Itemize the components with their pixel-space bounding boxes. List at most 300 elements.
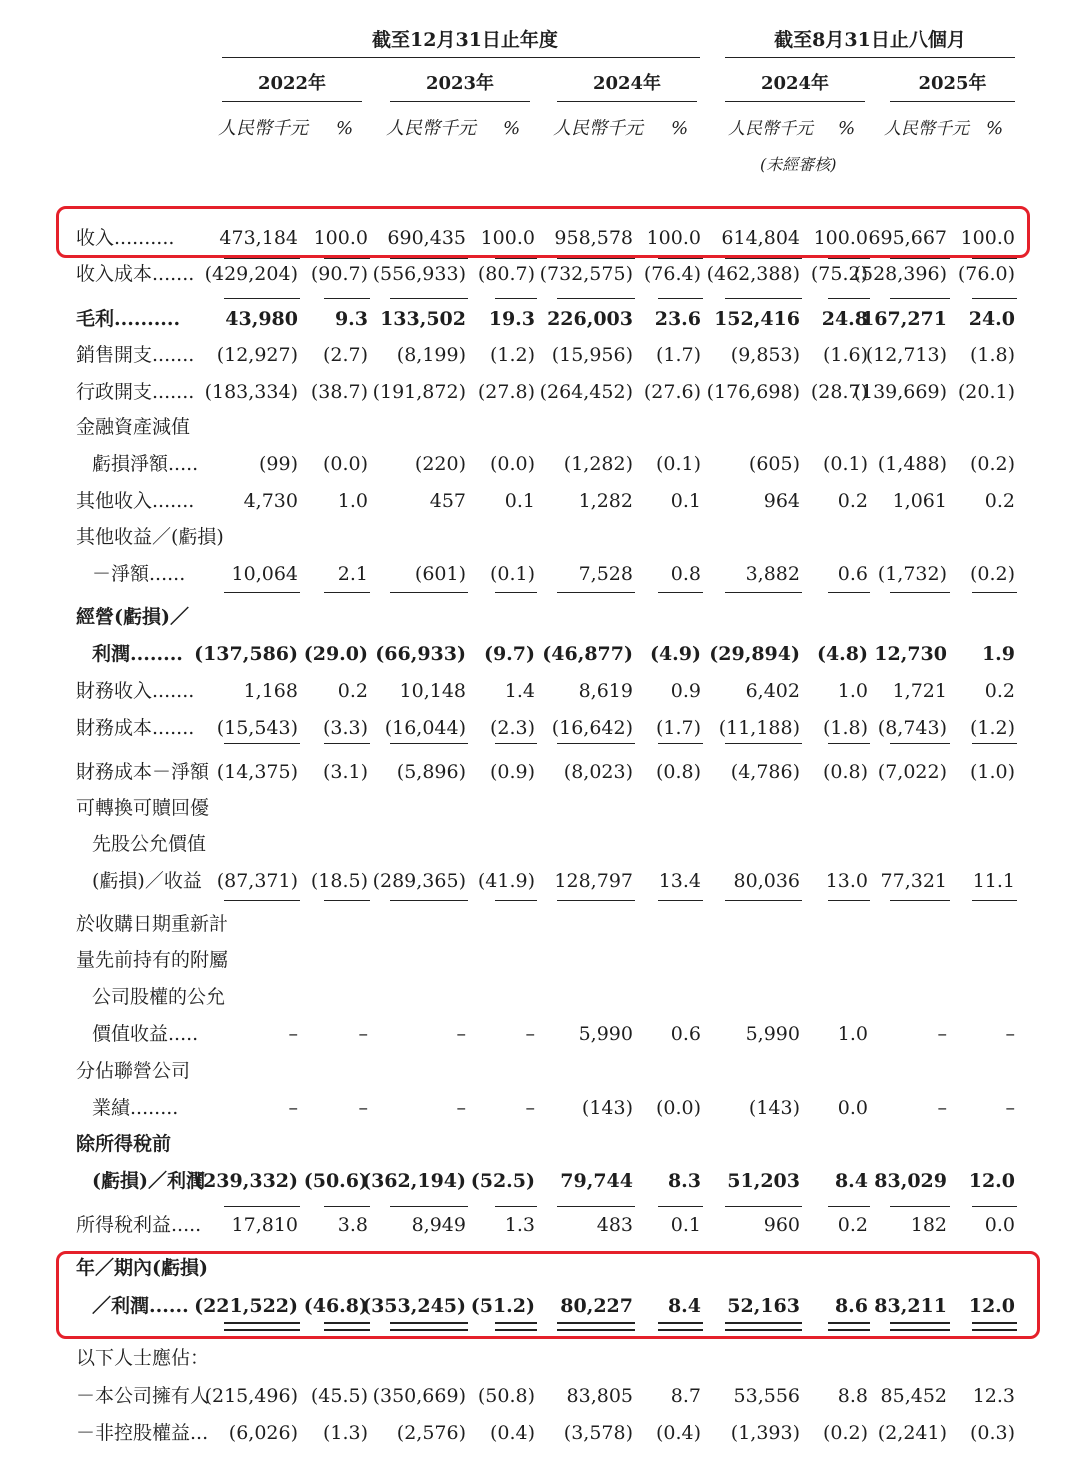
group-underline [725,57,1015,58]
table-cell: (1.2) [489,344,535,366]
subtotal-rule [972,900,1017,901]
table-cell: 100.0 [960,227,1015,249]
subtotal-rule [390,258,468,259]
subtotal-rule [390,298,468,299]
table-cell: (0.1) [822,453,868,475]
row-label: 可轉換可贖回優 [76,797,210,819]
table-cell: 79,744 [560,1170,633,1192]
table-cell: – [456,1023,466,1045]
year-underline [725,101,865,102]
table-cell: 960 [763,1214,800,1236]
year-underline [557,101,697,102]
table-cell: (289,365) [372,870,466,892]
row-label: －本公司擁有人 [76,1385,210,1407]
table-cell: 2.1 [337,563,368,585]
table-cell: (0.0) [655,1097,701,1119]
table-cell: (12,927) [216,344,298,366]
table-cell: 83,029 [874,1170,947,1192]
table-cell: 152,416 [714,308,800,330]
table-cell: (27.6) [643,381,701,403]
table-cell: (9,853) [730,344,800,366]
table-cell: 167,271 [861,308,947,330]
subtotal-rule [557,743,635,744]
table-cell: 77,321 [880,870,947,892]
row-label: 除所得稅前 [76,1133,172,1155]
row-label: 經營(虧損)／ [76,606,189,628]
table-cell: 695,667 [868,227,947,249]
row-label: 行政開支....... [76,381,195,403]
unaudited-note: (未經審核) [760,155,837,174]
table-cell: 1,282 [578,490,633,512]
row-label: 財務成本....... [76,717,195,739]
table-cell: (137,586) [194,643,298,665]
unit-pct: % [838,118,856,139]
table-cell: (20.1) [957,381,1015,403]
table-cell: 1.0 [337,490,368,512]
table-cell: 8.3 [667,1170,701,1192]
subtotal-rule [890,1206,950,1207]
unit-pct: % [671,118,689,139]
table-cell: – [456,1097,466,1119]
table-cell: (12,713) [865,344,947,366]
table-cell: 12.3 [972,1385,1015,1407]
year-header-2024: 2024年 [592,73,662,94]
table-cell: (0.4) [489,1422,535,1444]
row-label: (虧損)／收益 [92,870,202,892]
table-cell: 23.6 [654,308,701,330]
subtotal-rule [658,900,703,901]
table-cell: (0.0) [489,453,535,475]
subtotal-rule [324,1206,370,1207]
table-cell: 43,980 [225,308,298,330]
table-cell: 0.2 [837,490,868,512]
table-cell: (0.2) [969,453,1015,475]
table-cell: (50.8) [477,1385,535,1407]
subtotal-rule [324,900,370,901]
subtotal-rule [828,743,870,744]
row-label: 虧損淨額..... [92,453,199,475]
subtotal-rule [828,900,870,901]
table-cell: 52,163 [727,1295,800,1317]
highlight-box-revenue [56,206,1030,258]
subtotal-rule [224,900,300,901]
table-cell: 13.4 [658,870,701,892]
table-cell: 0.2 [984,680,1015,702]
row-label: ／利潤...... [92,1295,189,1317]
table-cell: (183,334) [204,381,298,403]
table-cell: (143) [581,1097,633,1119]
table-cell: (50.6) [303,1170,368,1192]
subtotal-rule [390,743,468,744]
row-label: 金融資產減值 [76,416,191,438]
table-cell: 100.0 [313,227,368,249]
table-cell: (1.7) [655,717,701,739]
subtotal-rule [658,258,703,259]
table-cell: 1.3 [504,1214,535,1236]
table-cell: (52.5) [470,1170,535,1192]
table-cell: (8,743) [877,717,947,739]
table-cell: – [358,1023,368,1045]
row-label: 其他收入....... [76,490,195,512]
table-cell: (5,896) [396,761,466,783]
table-cell: – [288,1023,298,1045]
unit-rmb: 人民幣千元 [218,118,308,139]
group-header-eight-months: 截至8月31日止八個月 [774,29,966,51]
table-cell: – [937,1097,947,1119]
table-cell: 8.7 [670,1385,701,1407]
subtotal-rule [658,1206,703,1207]
group-underline [222,57,700,58]
subtotal-rule [828,258,870,259]
table-cell: (18.5) [310,870,368,892]
year-header-2023: 2023年 [425,73,495,94]
table-cell: (16,642) [551,717,633,739]
subtotal-rule [725,1206,802,1207]
table-cell: 10,064 [231,563,298,585]
row-label: －非控股權益... [76,1422,209,1444]
table-cell: (0.2) [969,563,1015,585]
year-underline [390,101,530,102]
subtotal-rule [224,743,300,744]
table-cell: (9.7) [483,643,535,665]
subtotal-rule [324,592,370,593]
table-cell: 8.4 [834,1170,868,1192]
table-cell: – [525,1023,535,1045]
table-cell: (0.1) [655,453,701,475]
year-header-2024-8m: 2024年 [760,73,830,94]
table-cell: (3.3) [322,717,368,739]
unit-pct: % [336,118,354,139]
table-cell: (99) [258,453,298,475]
table-cell: (14,375) [216,761,298,783]
unit-pct: % [986,118,1004,139]
table-cell: (191,872) [372,381,466,403]
row-label: 財務收入....... [76,680,195,702]
table-cell: 85,452 [880,1385,947,1407]
table-cell: (66,933) [375,643,466,665]
table-cell: (28.7) [810,381,868,403]
table-cell: 80,227 [560,1295,633,1317]
table-cell: (3,578) [563,1422,633,1444]
table-cell: (139,669) [853,381,947,403]
table-cell: (0.9) [489,761,535,783]
subtotal-rule [324,743,370,744]
table-cell: (1,732) [877,563,947,585]
table-cell: (90.7) [310,263,368,285]
row-label: 收入.......... [76,227,175,249]
table-cell: (51.2) [470,1295,535,1317]
table-cell: (528,396) [853,263,947,285]
row-label: 公司股權的公允 [92,986,226,1008]
table-cell: (6,026) [228,1422,298,1444]
row-label: 財務成本－淨額 [76,761,210,783]
table-cell: (556,933) [372,263,466,285]
table-cell: 12.0 [968,1295,1015,1317]
subtotal-rule [658,592,703,593]
table-cell: (41.9) [477,870,535,892]
table-cell: 24.0 [968,308,1015,330]
table-cell: 83,211 [874,1295,947,1317]
subtotal-rule [972,258,1017,259]
subtotal-rule [390,900,468,901]
subtotal-rule [495,298,537,299]
table-cell: 17,810 [231,1214,298,1236]
table-cell: (0.2) [822,1422,868,1444]
table-cell: (1.8) [822,717,868,739]
table-cell: (1.3) [322,1422,368,1444]
table-cell: 53,556 [733,1385,800,1407]
row-label: 先股公允價值 [92,833,207,855]
row-label: 收入成本....... [76,263,195,285]
row-label: －淨額...... [92,563,186,585]
table-cell: (1,393) [730,1422,800,1444]
table-cell: 6,402 [745,680,800,702]
unit-rmb: 人民幣千元 [884,119,969,139]
subtotal-rule [658,743,703,744]
table-cell: – [937,1023,947,1045]
table-cell: (87,371) [216,870,298,892]
table-cell: – [288,1097,298,1119]
subtotal-rule [557,592,635,593]
subtotal-rule [324,258,370,259]
table-cell: 8.4 [667,1295,701,1317]
table-cell: (350,669) [372,1385,466,1407]
table-cell: (38.7) [310,381,368,403]
subtotal-rule [324,298,370,299]
table-cell: (46,877) [542,643,633,665]
subtotal-rule [495,592,537,593]
table-cell: 11.1 [972,870,1015,892]
table-cell: (29,894) [709,643,800,665]
table-cell: 0.9 [670,680,701,702]
table-cell: 483 [596,1214,633,1236]
table-cell: 83,805 [566,1385,633,1407]
year-underline [222,101,362,102]
table-cell: (220) [414,453,466,475]
table-cell: (1.7) [655,344,701,366]
table-cell: (75.2) [810,263,868,285]
subtotal-rule [495,1206,537,1207]
subtotal-rule [725,592,802,593]
table-cell: (1.0) [969,761,1015,783]
subtotal-rule [224,258,300,259]
table-cell: 0.2 [984,490,1015,512]
table-cell: (353,245) [362,1295,466,1317]
table-cell: 5,990 [745,1023,800,1045]
table-cell: – [1005,1097,1015,1119]
row-label: (虧損)／利潤 [92,1170,205,1192]
row-label: 銷售開支....... [76,344,195,366]
table-cell: 10,148 [399,680,466,702]
table-cell: 24.8 [821,308,868,330]
subtotal-rule [557,298,635,299]
table-cell: 1,061 [892,490,947,512]
table-cell: – [525,1097,535,1119]
table-cell: (4,786) [730,761,800,783]
subtotal-rule [224,592,300,593]
table-cell: 8.8 [837,1385,868,1407]
table-cell: (2,241) [877,1422,947,1444]
table-cell: 0.0 [837,1097,868,1119]
subtotal-rule [390,1206,468,1207]
subtotal-rule [828,592,870,593]
table-cell: 51,203 [727,1170,800,1192]
table-cell: 0.1 [670,490,701,512]
table-cell: (29.0) [303,643,368,665]
table-cell: (15,956) [551,344,633,366]
table-cell: 8,619 [578,680,633,702]
table-cell: 1.0 [837,680,868,702]
row-label: 利潤........ [92,643,183,665]
table-cell: 8.6 [834,1295,868,1317]
table-cell: 12,730 [874,643,947,665]
unit-pct: % [503,118,521,139]
table-cell: 0.1 [670,1214,701,1236]
group-header-annual: 截至12月31日止年度 [372,29,558,51]
table-cell: (1.2) [969,717,1015,739]
subtotal-rule [725,743,802,744]
subtotal-rule [495,900,537,901]
table-cell: 1.4 [504,680,535,702]
table-cell: 457 [429,490,466,512]
subtotal-rule [828,298,870,299]
table-cell: (143) [748,1097,800,1119]
table-cell: (605) [748,453,800,475]
year-underline [890,101,1015,102]
table-cell: 964 [763,490,800,512]
table-cell: (0.1) [489,563,535,585]
table-cell: (76.0) [957,263,1015,285]
row-label: 毛利.......... [76,308,181,330]
table-cell: 80,036 [733,870,800,892]
table-cell: (15,543) [216,717,298,739]
table-cell: (429,204) [204,263,298,285]
table-cell: (0.8) [655,761,701,783]
table-cell: 128,797 [554,870,633,892]
table-cell: (221,522) [194,1295,298,1317]
subtotal-rule [557,1206,635,1207]
subtotal-rule [890,298,950,299]
subtotal-rule [972,298,1017,299]
table-cell: 1,721 [892,680,947,702]
table-cell: (0.0) [322,453,368,475]
table-cell: 100.0 [480,227,535,249]
table-cell: 100.0 [813,227,868,249]
table-cell: 1,168 [243,680,298,702]
table-cell: (7,022) [877,761,947,783]
table-cell: 1.0 [837,1023,868,1045]
table-cell: (16,044) [384,717,466,739]
table-cell: (4.9) [649,643,701,665]
table-cell: (1.8) [969,344,1015,366]
table-cell: 182 [910,1214,947,1236]
table-cell: (362,194) [362,1170,466,1192]
subtotal-rule [890,743,950,744]
highlight-box-net-profit [56,1251,1040,1339]
table-cell: (27.8) [477,381,535,403]
table-cell: 690,435 [387,227,466,249]
table-cell: (0.8) [822,761,868,783]
table-cell: 0.2 [337,680,368,702]
table-cell: 0.6 [670,1023,701,1045]
row-label: 其他收益／(虧損) [76,526,224,548]
unit-rmb: 人民幣千元 [386,118,476,139]
row-label: 分佔聯營公司 [76,1060,191,1082]
subtotal-rule [890,900,950,901]
subtotal-rule [725,298,802,299]
unit-rmb: 人民幣千元 [553,118,643,139]
table-cell: 0.0 [984,1214,1015,1236]
table-cell: 1.9 [981,643,1015,665]
table-cell: – [358,1097,368,1119]
subtotal-rule [972,592,1017,593]
table-cell: (1.6) [822,344,868,366]
table-cell: (239,332) [194,1170,298,1192]
year-header-2025-8m: 2025年 [918,73,987,94]
subtotal-rule [828,1206,870,1207]
subtotal-rule [495,258,537,259]
table-cell: (1,282) [563,453,633,475]
table-cell: (76.4) [643,263,701,285]
table-cell: (8,023) [563,761,633,783]
table-cell: 9.3 [334,308,368,330]
table-cell: (80.7) [477,263,535,285]
table-cell: (0.4) [655,1422,701,1444]
table-cell: (8,199) [396,344,466,366]
table-cell: 100.0 [646,227,701,249]
subtotal-rule [890,592,950,593]
unit-rmb: 人民幣千元 [728,119,813,139]
subtotal-rule [972,1206,1017,1207]
row-label: 以下人士應佔： [76,1347,210,1369]
subtotal-rule [557,258,635,259]
row-label: 所得稅利益..... [76,1214,202,1236]
table-cell: 0.6 [837,563,868,585]
table-cell: (462,388) [706,263,800,285]
subtotal-rule [557,900,635,901]
table-cell: (11,188) [718,717,800,739]
row-label: 量先前持有的附屬 [76,949,229,971]
table-cell: (46.8) [303,1295,368,1317]
table-cell: (2,576) [396,1422,466,1444]
table-cell: 3,882 [745,563,800,585]
table-cell: (601) [414,563,466,585]
table-cell: 0.8 [670,563,701,585]
subtotal-rule [725,258,802,259]
table-cell: 958,578 [554,227,633,249]
subtotal-rule [224,298,300,299]
row-label: 價值收益..... [92,1023,199,1045]
table-cell: (176,698) [706,381,800,403]
table-cell: (215,496) [204,1385,298,1407]
table-cell: 226,003 [547,308,633,330]
subtotal-rule [658,298,703,299]
table-cell: (2.7) [322,344,368,366]
table-cell: (4.8) [816,643,868,665]
row-label: 年／期內(虧損) [76,1257,208,1279]
table-cell: 5,990 [578,1023,633,1045]
table-cell: (3.1) [322,761,368,783]
table-cell: (0.3) [969,1422,1015,1444]
table-cell: 19.3 [488,308,535,330]
table-cell: 0.2 [837,1214,868,1236]
table-cell: 13.0 [825,870,868,892]
row-label: 於收購日期重新計 [76,913,229,935]
year-header-2022: 2022年 [257,73,327,94]
table-cell: (732,575) [539,263,633,285]
table-cell: 614,804 [721,227,800,249]
subtotal-rule [972,743,1017,744]
